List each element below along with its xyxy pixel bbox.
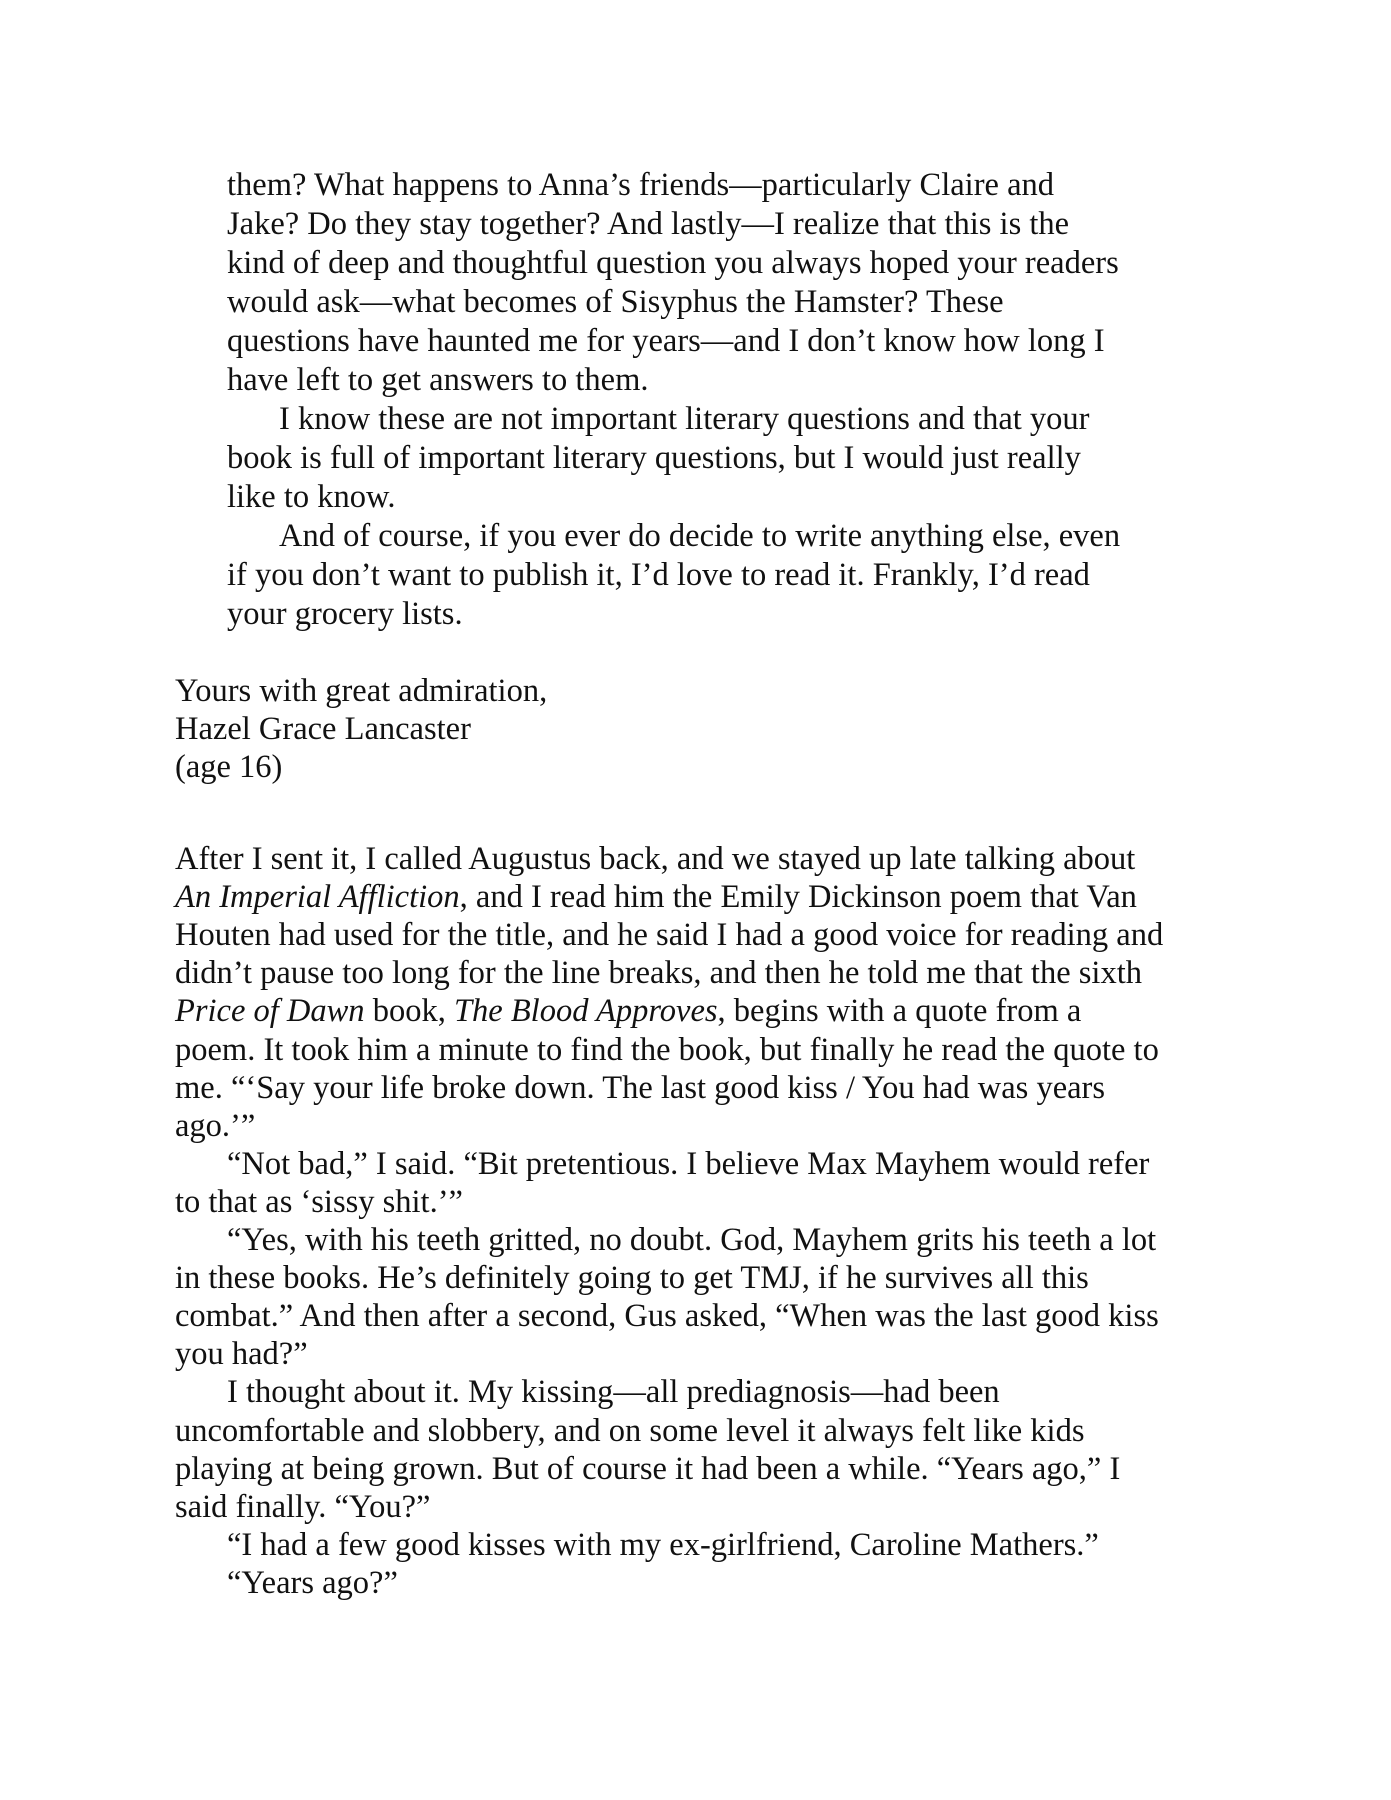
text-segment: combat.” And then after a second, Gus asked, “When was the last good kiss	[175, 1298, 1159, 1335]
text-segment: ago.’”	[175, 1107, 256, 1144]
book-title-italic: The Blood Approves	[453, 993, 718, 1030]
text-line: your grocery lists.	[227, 596, 463, 632]
text-line	[175, 1069, 1106, 1106]
text-line: And of course, if you ever do decide to write anything else, even	[279, 518, 1121, 554]
text-line: if you don’t want to publish it, I’d love to read it. Frankly, I’d read	[227, 557, 1090, 593]
text-line	[175, 1412, 1085, 1449]
text-segment: playing at being grown. But of course it had been a while. “Years ago,” I	[175, 1450, 1121, 1487]
text-line	[175, 843, 1135, 876]
text-line	[175, 1450, 1121, 1487]
text-segment: After I sent it, I called Augustus back, and we stayed up late talking about	[175, 841, 1136, 877]
text-segment: , begins with a quote from a	[717, 993, 1082, 1030]
text-segment: poem. It took him a minute to find the book, but finally he read the quote to	[175, 1031, 1159, 1068]
text-line	[175, 957, 1142, 990]
text-line	[175, 919, 1163, 952]
text-line	[175, 1031, 1159, 1068]
closing-signature-age: (age 16)	[175, 749, 283, 785]
book-title-italic: An Imperial Affliction	[175, 879, 460, 916]
text-segment: book,	[364, 993, 454, 1030]
closing-salutation: Yours with great admiration,	[175, 673, 548, 709]
text-line: questions have haunted me for years—and I don’t know how long I	[227, 323, 1105, 359]
text-segment: “Years ago?”	[227, 1564, 398, 1601]
text-segment: said finally. “You?”	[175, 1488, 431, 1525]
text-line: them? What happens to Anna’s friends—particularly Claire and	[227, 167, 1055, 203]
text-line: would ask—what becomes of Sisyphus the Hamster? These	[227, 284, 1004, 320]
text-segment: me. “‘Say your life broke down. The last good kiss / You had was years	[175, 1069, 1106, 1106]
text-line	[175, 881, 1137, 914]
text-segment: you had?”	[175, 1336, 308, 1373]
text-line: have left to get answers to them.	[227, 362, 649, 398]
text-segment: I thought about it. My kissing—all prediagnosis—had been	[227, 1374, 1000, 1411]
text-line: like to know.	[227, 479, 396, 515]
text-line	[227, 1564, 398, 1601]
text-line	[175, 1183, 463, 1220]
text-segment: uncomfortable and slobbery, and on some level it always felt like kids	[175, 1412, 1085, 1449]
text-line	[175, 1488, 431, 1525]
closing-signature-name: Hazel Grace Lancaster	[175, 711, 471, 747]
text-line	[227, 1224, 1156, 1257]
text-line: book is full of important literary questions, but I would just really	[227, 440, 1081, 476]
text-segment: “Yes, with his teeth gritted, no doubt. God, Mayhem grits his teeth a lot	[227, 1222, 1157, 1258]
text-segment: “I had a few good kisses with my ex-girlfriend, Caroline Mathers.”	[227, 1526, 1099, 1563]
text-line: I know these are not important literary questions and that your	[279, 401, 1090, 437]
text-segment: didn’t pause too long for the line breaks, and then he told me that the sixth	[175, 955, 1142, 992]
text-line: kind of deep and thoughtful question you always hoped your readers	[227, 245, 1119, 281]
text-line	[227, 1376, 1000, 1409]
text-line	[175, 1338, 308, 1371]
text-segment: in these books. He’s definitely going to get TMJ, if he survives all this	[175, 1260, 1089, 1297]
text-line	[227, 1526, 1099, 1563]
book-title-italic: Price of Dawn	[175, 993, 365, 1030]
text-segment: Houten had used for the title, and he said I had a good voice for reading and	[175, 917, 1164, 954]
text-line	[175, 1300, 1159, 1333]
text-line	[175, 995, 1081, 1028]
text-line	[227, 1145, 1150, 1182]
text-segment: “Not bad,” I said. “Bit pretentious. I believe Max Mayhem would refer	[227, 1145, 1150, 1182]
text-line	[175, 1262, 1089, 1295]
text-line: Jake? Do they stay together? And lastly—I realize that this is the	[227, 206, 1070, 242]
text-line	[175, 1107, 256, 1144]
text-segment: , and I read him the Emily Dickinson poem that Van	[459, 879, 1137, 916]
text-segment: to that as ‘sissy shit.’”	[175, 1183, 463, 1220]
